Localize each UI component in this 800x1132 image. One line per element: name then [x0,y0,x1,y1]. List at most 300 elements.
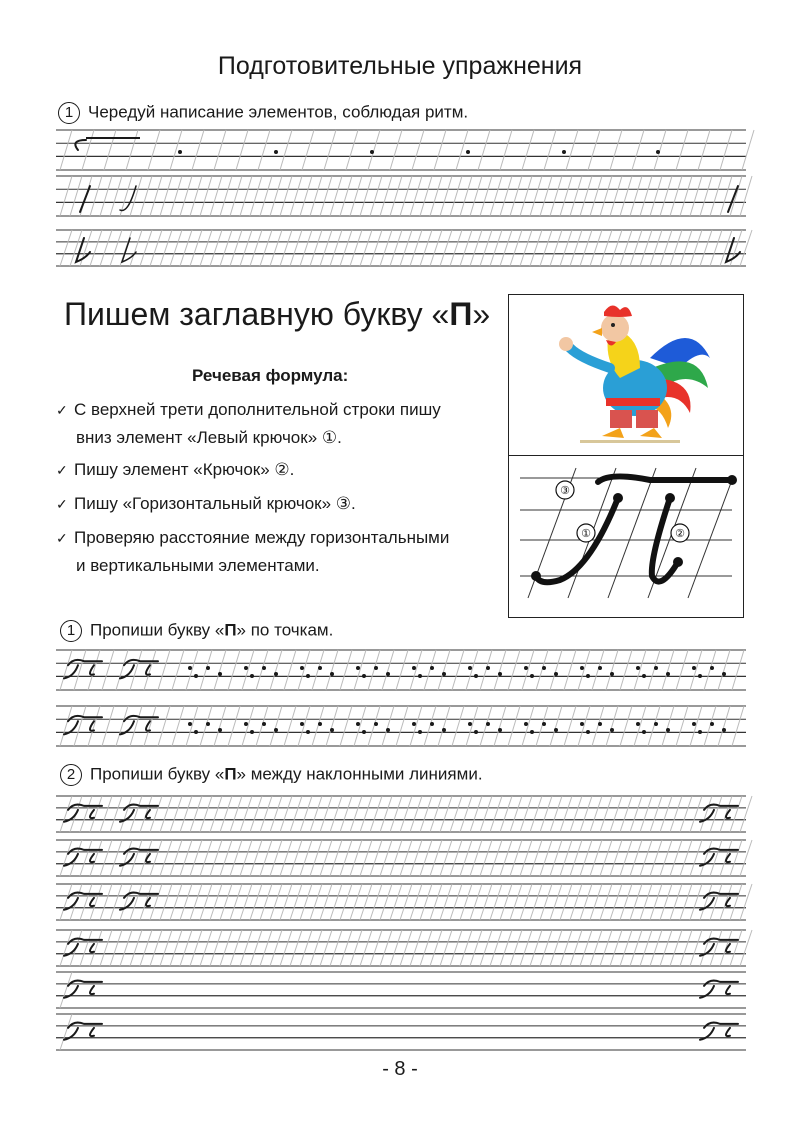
slant-guide-line [220,796,232,832]
slant-guide-line [508,650,520,690]
slant-guide-line [80,230,92,266]
slant-guide-line [200,650,212,690]
rhythm-dot [178,150,182,154]
slant-guide-line [258,130,270,170]
slant-guide-line [648,650,660,690]
slant-guide-line [368,650,380,690]
slant-guide-line [120,930,132,966]
slant-guide-line [450,884,462,920]
slant-guide-line [330,840,342,876]
trace-dot [486,722,490,726]
slant-guide-line [438,650,450,690]
trace-dot [524,722,528,726]
slant-guide-line [350,884,362,920]
letter-p-sample [726,986,730,994]
slant-guide-line [460,930,472,966]
slant-guide-line [732,706,744,746]
slant-guide-line [192,130,204,170]
slant-guide-line [290,930,302,966]
slant-guide-line [350,840,362,876]
slant-guide-line [564,706,576,746]
slant-guide-line [630,884,642,920]
slant-guide-line [430,230,442,266]
slant-guide-line [380,840,392,876]
slant-guide-line [102,650,114,690]
slant-guide-line [620,230,632,266]
slant-guide-line [104,130,116,170]
slant-guide-line [102,706,114,746]
trace-dot [306,674,310,678]
trace-dot [194,674,198,678]
trace-dot [218,672,222,676]
trace-dot [274,672,278,676]
slant-guide-line [180,230,192,266]
slant-guide-line [340,930,352,966]
slant-guide-line [606,650,618,690]
slant-guide-line [88,650,100,690]
slant-guide-line [430,176,442,216]
slant-guide-line [522,706,534,746]
slant-guide-line [420,176,432,216]
trace-dot [300,722,304,726]
slant-guide-line [740,176,752,216]
slant-guide-line [466,650,478,690]
slant-guide-line [580,230,592,266]
slant-guide-line [60,176,72,216]
slant-guide-line [450,230,462,266]
slant-guide-line [150,176,162,216]
slant-guide-line [588,130,600,170]
slant-guide-line [510,930,522,966]
slant-guide-line [312,706,324,746]
slant-guide-line [510,230,522,266]
slant-guide-line [590,840,602,876]
slant-guide-line [480,884,492,920]
slant-guide-line [390,176,402,216]
slant-guide-line [470,930,482,966]
slant-guide-line [330,796,342,832]
slant-guide-line [116,706,128,746]
slant-guide-line [480,650,492,690]
trace-dot [598,666,602,670]
trace-dot [636,722,640,726]
slant-guide-line [550,650,562,690]
slant-guide-line [560,796,572,832]
checkmark-icon: ✓ [56,496,68,512]
slant-guide-line [190,930,202,966]
slant-guide-line [690,230,702,266]
slant-guide-line [230,884,242,920]
trace-dot [356,666,360,670]
slant-guide-line [340,230,352,266]
slant-guide-line [460,840,472,876]
slant-guide-line [690,176,702,216]
slant-guide-line [270,650,282,690]
slant-guide-line [410,930,422,966]
slant-guide-line [240,176,252,216]
slant-guide-line [190,230,202,266]
slant-guide-line [660,176,672,216]
slant-guide-line [410,796,422,832]
task-number-badge: 1 [58,102,80,124]
trace-dot [442,728,446,732]
slant-guide-line [620,706,632,746]
slant-guide-line [270,176,282,216]
slant-guide-line [460,884,472,920]
slant-guide-line [560,930,572,966]
trace-dot [530,730,534,734]
slant-guide-line [420,930,432,966]
slant-guide-line [320,230,332,266]
trace-dot [654,722,658,726]
slant-guide-line [180,884,192,920]
slant-guide-line [230,930,242,966]
slant-guide-line [650,230,662,266]
letter-p-sample [90,944,94,952]
slant-guide-line [690,706,702,746]
slant-guide-line [280,130,292,170]
slant-guide-line [370,230,382,266]
slant-guide-line [452,706,464,746]
slant-guide-line [540,930,552,966]
slant-guide-line [440,176,452,216]
slant-guide-line [310,176,322,216]
slant-guide-line [630,840,642,876]
heading-quote: » [472,296,491,332]
slant-guide-line [240,884,252,920]
trace-dot [692,666,696,670]
slant-guide-line [530,930,542,966]
slant-guide-line [490,796,502,832]
slant-guide-line [250,796,262,832]
slant-guide-line [200,706,212,746]
letter-p-sample [68,805,102,810]
trace-dot [374,666,378,670]
slant-guide-line [690,930,702,966]
slant-guide-line [640,930,652,966]
slant-guide-line [220,840,232,876]
letter-p-dotted [124,660,158,665]
rhythm-dot [274,150,278,154]
slant-guide-line [380,884,392,920]
slant-guide-line [530,176,542,216]
trace-dot [218,728,222,732]
slant-guide-line [650,840,662,876]
slant-guide-line [676,706,688,746]
trace-dot [698,674,702,678]
slant-guide-line [230,840,242,876]
slant-guide-line [60,1014,72,1050]
step-text: Пишу «Горизонтальный крючок» ③. [74,494,356,513]
slant-guide-line [460,230,472,266]
slant-guide-line [700,930,712,966]
letter-p-sample [68,893,102,898]
slant-guide-line [460,796,472,832]
slant-guide-line [530,840,542,876]
slant-guide-line [480,176,492,216]
slant-guide-line [350,796,362,832]
slant-guide-line [580,840,592,876]
slant-guide-line [710,176,722,216]
slant-guide-line [600,176,612,216]
slant-guide-line [480,840,492,876]
letter-p-dotted [124,849,158,854]
slant-guide-line [354,706,366,746]
slant-guide-line [170,930,182,966]
slant-guide-line [470,796,482,832]
slant-guide-line [660,884,672,920]
slant-guide-line [180,176,192,216]
slant-guide-line [172,706,184,746]
slant-guide-line [590,884,602,920]
task-letter: П [224,764,237,784]
slant-guide-line [680,230,692,266]
slant-guide-line [400,230,412,266]
slant-guide-line [490,230,502,266]
slant-guide-line [450,930,462,966]
slant-guide-line [520,230,532,266]
slant-guide-line [160,840,172,876]
slant-guide-line [620,930,632,966]
slant-guide-line [150,884,162,920]
slant-guide-line [580,884,592,920]
trace-dot [722,672,726,676]
slant-guide-line [144,706,156,746]
slant-guide-line [430,884,442,920]
slant-guide-line [400,930,412,966]
letter-p-sample [68,981,102,986]
slant-guide-line [580,796,592,832]
task-letter: П [224,620,237,640]
trace-dot [412,722,416,726]
slant-guide-line [320,796,332,832]
step-text-continued: вниз элемент «Левый крючок» ①. [76,428,342,447]
step-text: С верхней трети дополнительной строки пишу [74,400,441,419]
slant-guide-line [460,176,472,216]
slant-guide-line [640,884,652,920]
trace-dot [442,672,446,676]
slant-guide-line [620,840,632,876]
slant-guide-line [660,840,672,876]
slant-guide-line [160,884,172,920]
trace-dot [206,722,210,726]
slant-guide-line [320,176,332,216]
slant-guide-line [410,706,422,746]
slant-guide-line [200,176,212,216]
slant-guide-line [680,884,692,920]
slant-guide-line [60,130,72,170]
slant-guide-line [300,840,312,876]
slant-guide-line [500,176,512,216]
slant-guide-line [116,650,128,690]
slant-guide-line [324,130,336,170]
slant-guide-line [396,650,408,690]
checkmark-icon: ✓ [56,530,68,546]
slant-guide-line [730,840,742,876]
slant-guide-line [634,706,646,746]
trace-dot [692,722,696,726]
slant-guide-line [590,230,602,266]
trace-dot [244,722,248,726]
heading-text: Пишем заглавную букву « [64,296,450,332]
slant-guide-line [330,176,342,216]
slant-guide-line [570,796,582,832]
slant-guide-line [350,176,362,216]
slant-guide-line [320,840,332,876]
task-intro-text: Чередуй написание элементов, соблюдая ритм. [88,102,469,122]
slant-guide-line [620,650,632,690]
slant-guide-line [698,130,710,170]
slant-guide-line [718,706,730,746]
rhythm-dot [370,150,374,154]
slant-guide-line [742,130,754,170]
slant-guide-line [550,884,562,920]
step-text: Проверяю расстояние между горизонтальными [74,528,450,547]
slant-guide-line [440,884,452,920]
slant-guide-line [370,176,382,216]
trace-dot [486,666,490,670]
slant-guide-line [510,176,522,216]
slant-guide-line [500,796,512,832]
slant-guide-line [606,706,618,746]
slant-guide-line [740,230,752,266]
slant-guide-line [346,130,358,170]
slant-guide-line [370,840,382,876]
trace-dot [610,728,614,732]
slant-guide-line [578,706,590,746]
slant-guide-line [256,706,268,746]
slant-guide-line [280,796,292,832]
slant-guide-line [300,796,312,832]
slant-guide-line [270,884,282,920]
trace-dot [188,722,192,726]
slant-guide-line [170,130,182,170]
slant-guide-line [130,930,142,966]
trace-dot [262,666,266,670]
slant-guide-line [368,130,380,170]
slant-guide-line [578,650,590,690]
trace-dot [698,730,702,734]
slant-guide-line [280,230,292,266]
slant-guide-line [310,840,322,876]
slant-guide-line [536,706,548,746]
trace-dot [586,674,590,678]
slant-guide-line [540,840,552,876]
slant-guide-line [456,130,468,170]
slant-guide-line [300,930,312,966]
slant-guide-line [148,130,160,170]
slant-guide-line [270,930,282,966]
slant-guide-line [330,230,342,266]
slant-guide-line [540,230,552,266]
slant-guide-line [100,884,112,920]
slant-guide-line [400,796,412,832]
slant-guide-line [360,840,372,876]
trace-dot [356,722,360,726]
letter-p-sample [90,986,94,994]
slant-guide-line [500,884,512,920]
slant-guide-line [290,176,302,216]
slant-guide-line [680,930,692,966]
slant-guide-line [110,930,122,966]
slant-guide-line [600,840,612,876]
trace-dot [468,722,472,726]
slant-guide-line [520,796,532,832]
slant-guide-line [480,230,492,266]
slant-guide-line [640,840,652,876]
slant-guide-line [730,230,742,266]
slant-guide-line [494,650,506,690]
slant-guide-line [590,930,602,966]
slant-guide-line [310,796,322,832]
slant-guide-line [240,796,252,832]
rhythm-dot [562,150,566,154]
slant-guide-line [88,706,100,746]
trace-dot [654,666,658,670]
slant-guide-line [120,884,132,920]
slant-guide-line [214,650,226,690]
slant-guide-line [522,650,534,690]
slant-guide-line [250,840,262,876]
slant-guide-line [740,840,752,876]
slant-guide-line [730,796,742,832]
slant-guide-line [550,230,562,266]
slant-guide-line [290,884,302,920]
slant-guide-line [100,796,112,832]
slant-guide-line [200,230,212,266]
slant-guide-line [640,796,652,832]
trace-dot [586,730,590,734]
trace-dot [468,666,472,670]
slant-guide-line [260,796,272,832]
slant-guide-line [400,840,412,876]
trace-dot [430,722,434,726]
slant-guide-line [210,176,222,216]
slant-guide-line [420,230,432,266]
slant-guide-line [144,650,156,690]
slant-guide-line [732,650,744,690]
letter-p-sample [90,854,94,862]
slant-guide-line [172,650,184,690]
slant-guide-line [660,930,672,966]
slant-guide-line [640,176,652,216]
letter-p-sample [704,1023,738,1028]
slant-guide-line [160,930,172,966]
trace-dot [498,728,502,732]
slant-guide-line [510,796,522,832]
slant-guide-line [110,840,122,876]
letter-p-sample [704,981,738,986]
slant-guide-line [340,176,352,216]
slant-guide-line [160,796,172,832]
slant-guide-line [200,840,212,876]
slant-guide-line [290,230,302,266]
slant-guide-line [630,796,642,832]
slant-guide-line [360,930,372,966]
slant-guide-line [550,176,562,216]
slant-guide-line [210,840,222,876]
slant-guide-line [470,176,482,216]
rhythm-dot [656,150,660,154]
trace-dot [530,674,534,678]
trace-dot [554,672,558,676]
slant-guide-line [480,706,492,746]
letter-p-sample [90,1028,94,1036]
slant-guide-line [544,130,556,170]
slant-guide-line [530,796,542,832]
slant-guide-line [312,650,324,690]
slant-guide-line [250,930,262,966]
